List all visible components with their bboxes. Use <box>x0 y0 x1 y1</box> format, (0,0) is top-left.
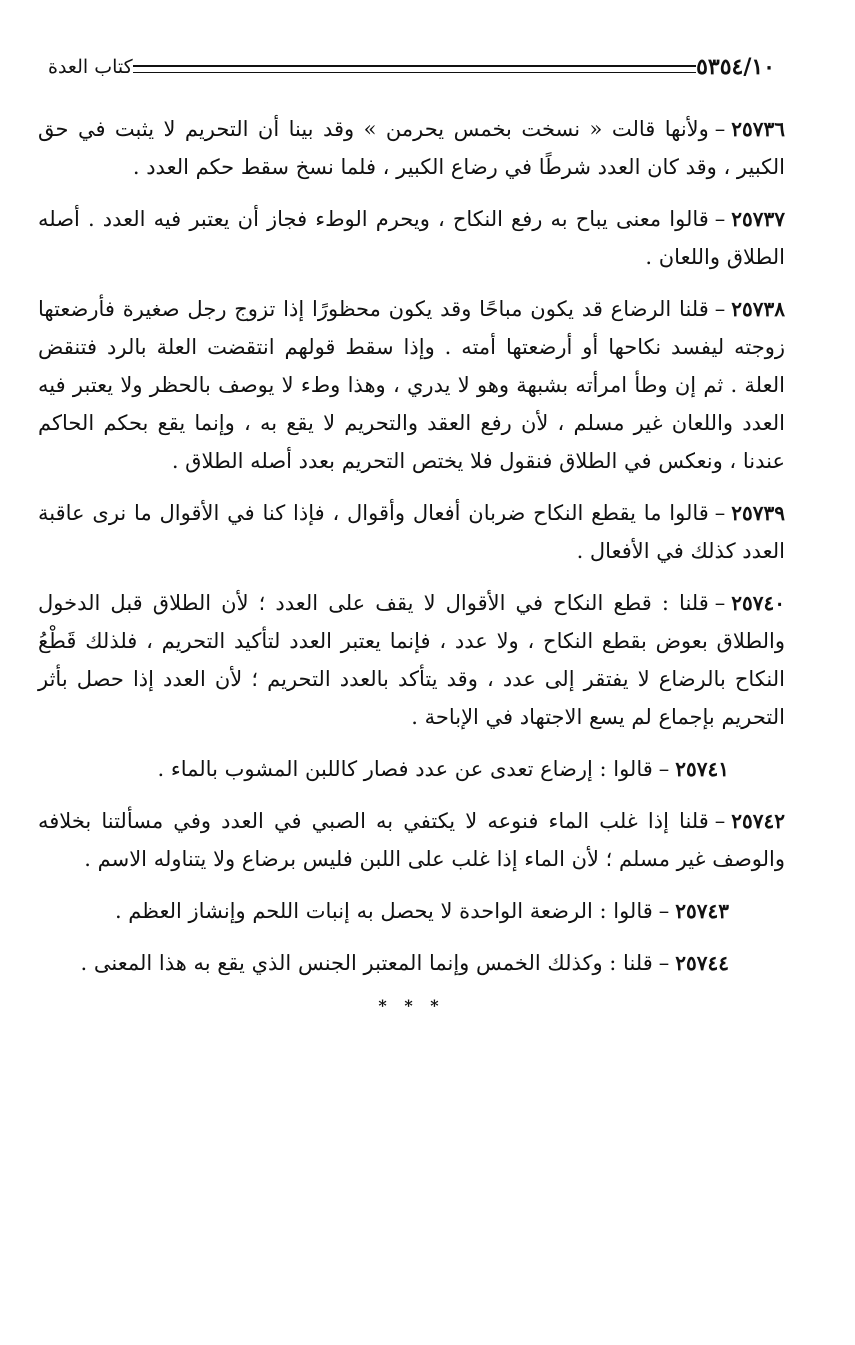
entry-25744: ٢٥٧٤٤–قلنا : وكذلك الخمس وإنما المعتبر الجنس الذي يقع به هذا المعنى . <box>80 951 729 975</box>
entry-number: ٢٥٧٤١ <box>675 757 729 781</box>
running-title: كتاب العدة <box>48 56 133 78</box>
entry-25739: ٢٥٧٣٩–قالوا ما يقطع النكاح ضربان أفعال وأقوال ، فإذا كنا في الأقوال ما نرى عاقبة العدد كذلك في الأفعال . <box>38 501 785 563</box>
entry-number: ٢٥٧٤٢ <box>731 809 785 833</box>
entry-text: قالوا معنى يباح به رفع النكاح ، ويحرم الوطء فجاز أن يعتبر فيه العدد . أصله الطلاق واللعان . <box>38 207 785 269</box>
entry-number: ٢٥٧٤٤ <box>675 951 729 975</box>
entry-25738: ٢٥٧٣٨–قلنا الرضاع قد يكون مباحًا وقد يكون محظورًا إذا تزوج رجل صغيرة فأرضعتها زوجته ليفسد نكاحها أو أرضعتها أمته . وإذا سقط قولهم انتقضت العلة بالرد فتنقض العلة . ثم إن وطأ امرأته بشبهة وهو لا يدري ، وهذا وطء لا يوصف بالحظر ولا يعتبر فيه العدد واللعان غير مسلم ، لأن رفع العقد والتحريم لا يقع به ، وإنما يقع بحكم الحاكم عندنا ، ونعكس في الطلاق فنقول فلا يختص التحريم بعدد أصله الطلاق . <box>38 297 785 473</box>
page-header <box>38 52 785 82</box>
entry-text: قالوا : إرضاع تعدى عن عدد فصار كاللبن المشوب بالماء . <box>157 757 653 781</box>
entry-number: ٢٥٧٤٠ <box>731 591 785 615</box>
entry-number: ٢٥٧٣٦ <box>731 117 785 141</box>
entry-number: ٢٥٧٣٩ <box>731 501 785 525</box>
entry-text: قلنا الرضاع قد يكون مباحًا وقد يكون محظورًا إذا تزوج رجل صغيرة فأرضعتها زوجته ليفسد نكاحها أو أرضعتها أمته . وإذا سقط قولهم انتقضت العلة بالرد فتنقض العلة . ثم إن وطأ امرأته بشبهة وهو لا يدري ، وهذا وطء لا يوصف بالحظر ولا يعتبر فيه العدد واللعان غير مسلم ، لأن رفع العقد والتحريم لا يقع به ، وإنما يقع بحكم الحاكم عندنا ، ونعكس في الطلاق فنقول فلا يختص التحريم بعدد أصله الطلاق . <box>38 297 785 473</box>
page-reference: ٥٣٥٤/١٠ <box>696 54 775 80</box>
entry-text: قالوا : الرضعة الواحدة لا يحصل به إنبات اللحم وإنشاز العظم . <box>114 899 653 923</box>
entry-25743: ٢٥٧٤٣–قالوا : الرضعة الواحدة لا يحصل به إنبات اللحم وإنشاز العظم . <box>114 899 729 923</box>
entry-text: ولأنها قالت « نسخت بخمس يحرمن » وقد بينا أن التحريم لا يثبت في حق الكبير ، وقد كان العدد شرطًا في رضاع الكبير ، فلما نسخ سقط حكم العدد . <box>38 117 785 179</box>
entry-text: قلنا : وكذلك الخمس وإنما المعتبر الجنس الذي يقع به هذا المعنى . <box>80 951 653 975</box>
entry-25737: ٢٥٧٣٧–قالوا معنى يباح به رفع النكاح ، ويحرم الوطء فجاز أن يعتبر فيه العدد . أصله الطلاق واللعان . <box>38 207 785 269</box>
entry-text: قلنا إذا غلب الماء فنوعه لا يكتفي به الصبي في العدد وفي مسألتنا بخلافه والوصف غير مسلم ؛ لأن الماء إذا غلب على اللبن فليس برضاع ولا يتناوله الاسم . <box>38 809 785 871</box>
entry-25740: ٢٥٧٤٠–قلنا : قطع النكاح في الأقوال لا يقف على العدد ؛ لأن الطلاق قبل الدخول والطلاق بعوض بقطع النكاح ، ولا عدد ، فإنما يعتبر العدد لتأكيد التحريم ، فلذلك قَطْعُ النكاح بالرضاع لا يفتقر إلى عدد ، وقد يتأكد بالعدد التحريم ؛ لأن العدد إذا حصل بأثر التحريم بإجماع لم يسع الاجتهاد في الإباحة . <box>38 591 785 729</box>
header-rule <box>133 65 696 73</box>
section-separator: * * * <box>378 996 445 1015</box>
entry-25741: ٢٥٧٤١–قالوا : إرضاع تعدى عن عدد فصار كاللبن المشوب بالماء . <box>157 757 729 781</box>
entry-text: قالوا ما يقطع النكاح ضربان أفعال وأقوال ، فإذا كنا في الأقوال ما نرى عاقبة العدد كذلك في الأفعال . <box>38 501 785 563</box>
entry-number: ٢٥٧٣٧ <box>731 207 785 231</box>
entry-25742: ٢٥٧٤٢–قلنا إذا غلب الماء فنوعه لا يكتفي به الصبي في العدد وفي مسألتنا بخلافه والوصف غير مسلم ؛ لأن الماء إذا غلب على اللبن فليس برضاع ولا يتناوله الاسم . <box>38 809 785 871</box>
entry-number: ٢٥٧٣٨ <box>731 297 785 321</box>
entry-text: قلنا : قطع النكاح في الأقوال لا يقف على العدد ؛ لأن الطلاق قبل الدخول والطلاق بعوض بقطع النكاح ، ولا عدد ، فإنما يعتبر العدد لتأكيد التحريم ، فلذلك قَطْعُ النكاح بالرضاع لا يفتقر إلى عدد ، وقد يتأكد بالعدد التحريم ؛ لأن العدد إذا حصل بأثر التحريم بإجماع لم يسع الاجتهاد في الإباحة . <box>38 591 785 729</box>
entry-number: ٢٥٧٤٣ <box>675 899 729 923</box>
entry-25736: ٢٥٧٣٦–ولأنها قالت « نسخت بخمس يحرمن » وقد بينا أن التحريم لا يثبت في حق الكبير ، وقد كان العدد شرطًا في رضاع الكبير ، فلما نسخ سقط حكم العدد . <box>38 117 785 179</box>
